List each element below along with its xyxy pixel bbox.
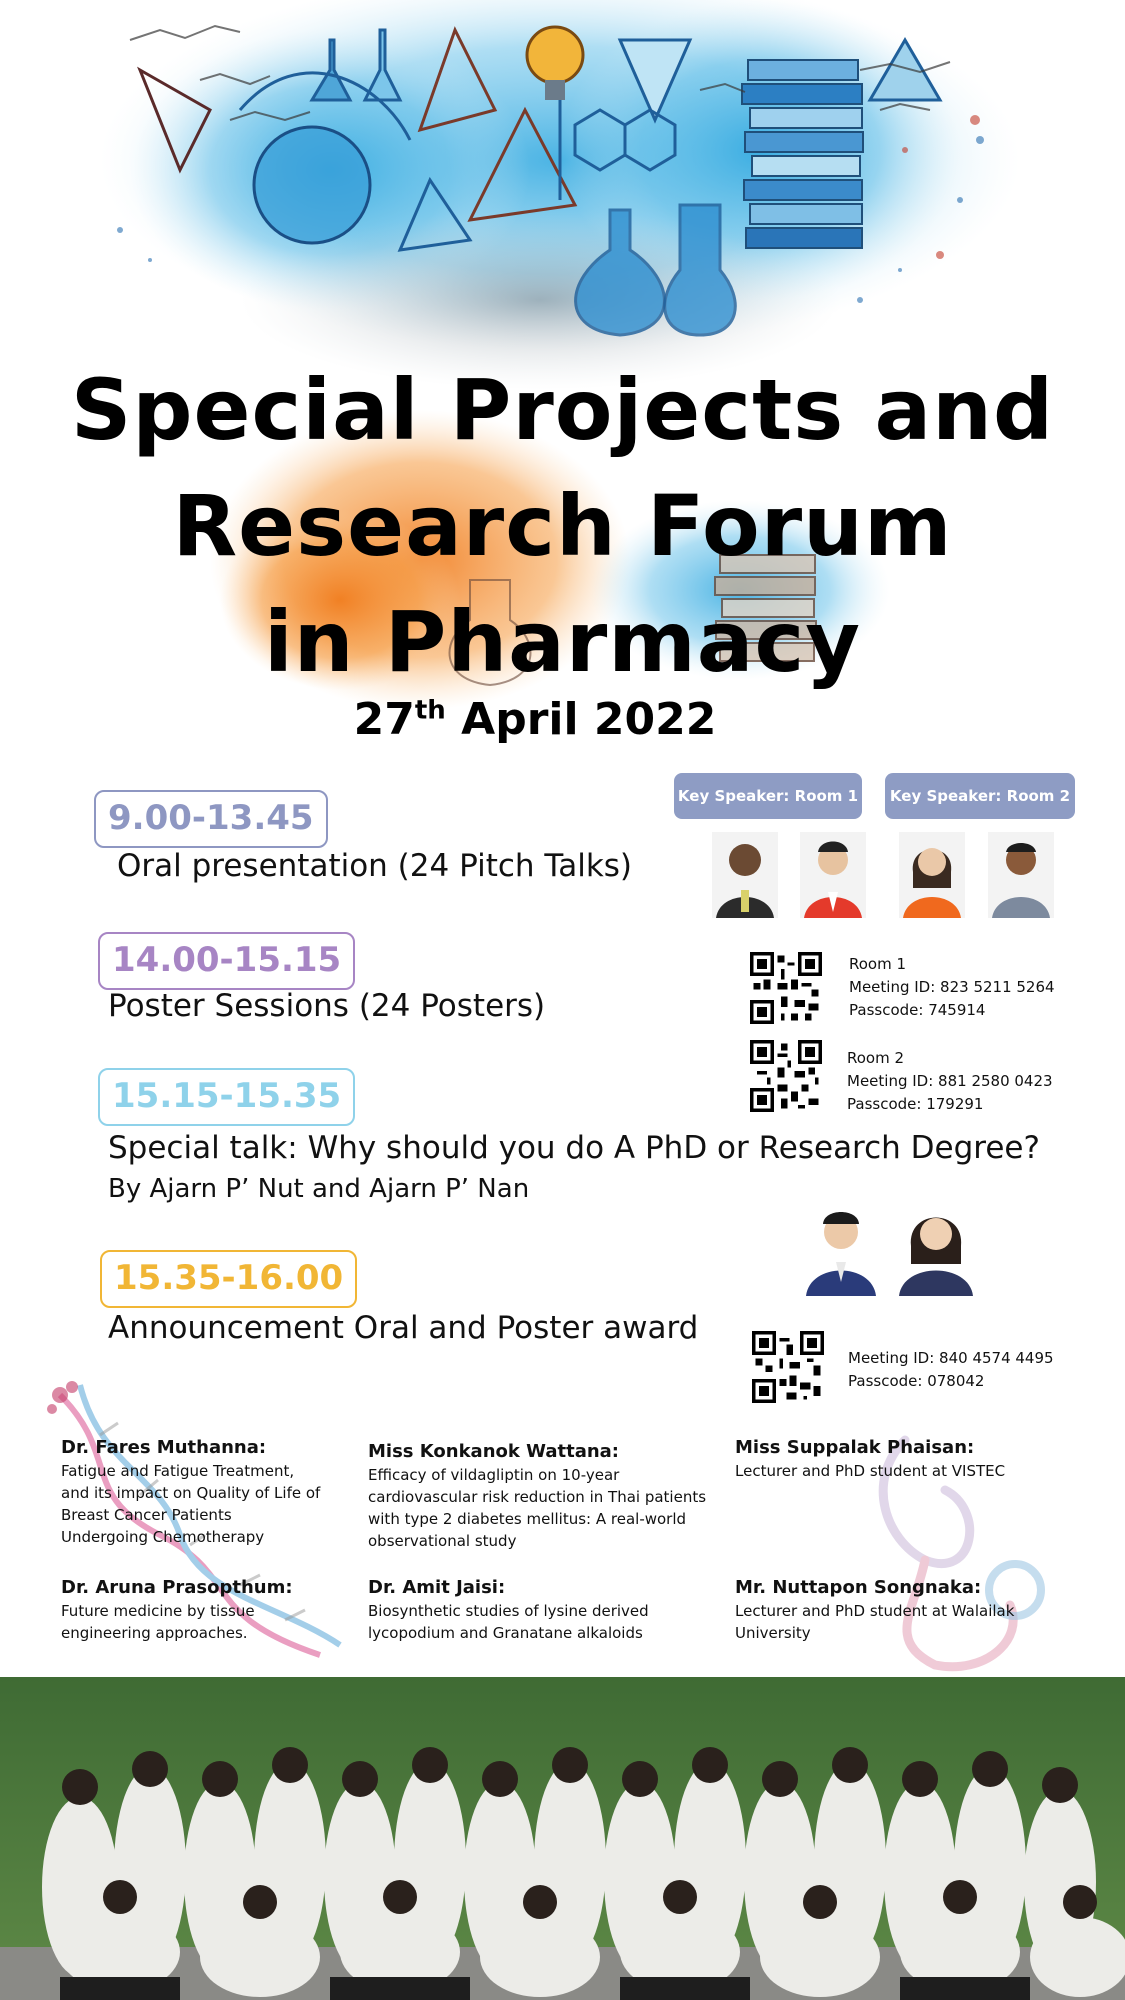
meeting-room-1 (849, 953, 1055, 1022)
speaker-topic: Fatigue and Fatigue Treatment, and its impact on Quality of Life of Breast Cancer Patients Undergoing Chemotherapy (61, 1462, 321, 1546)
speaker-name: Dr. Fares Muthanna: (61, 1437, 267, 1458)
forum-title (0, 352, 1125, 700)
session-special-talk-title: Special talk: Why should you do A PhD or Research Degree? (108, 1130, 1040, 1166)
meeting-room-label: Room 1 (849, 955, 907, 973)
title-line-2: Research Forum (172, 477, 953, 575)
session-special-talk-speakers: By Ajarn P’ Nut and Ajarn P’ Nan (108, 1174, 530, 1204)
time-badge-special-talk: 15.15-15.35 (98, 1068, 355, 1126)
event-date (0, 694, 1070, 745)
speaker-topic: Efficacy of vildagliptin on 10-year cardiovascular risk reduction in Thai patients with type 2 diabetes mellitus: A real-world observational study (368, 1466, 707, 1550)
speaker-topic: Lecturer and PhD student at Walailak University (735, 1602, 1015, 1642)
meeting-passcode: Passcode: 745914 (849, 1001, 986, 1019)
meeting-id: Meeting ID: 823 5211 5264 (849, 978, 1055, 996)
qr-code-icon[interactable] (750, 1040, 822, 1112)
speaker-portrait (712, 832, 778, 918)
time-badge-oral: 9.00-13.45 (94, 790, 328, 848)
speaker-konkanok-wattana (368, 1440, 706, 1552)
meeting-passcode: Passcode: 179291 (847, 1095, 984, 1113)
time-badge-poster: 14.00-15.15 (98, 932, 355, 990)
speaker-name: Dr. Aruna Prasopthum: (61, 1577, 293, 1598)
speaker-topic: Future medicine by tissue engineering approaches. (61, 1602, 255, 1642)
meeting-room-label: Room 2 (847, 1049, 905, 1067)
speaker-name: Mr. Nuttapon Songnaka: (735, 1577, 982, 1598)
meeting-id: Meeting ID: 840 4574 4495 (848, 1349, 1054, 1367)
special-talk-speaker-portrait (802, 1200, 880, 1296)
meeting-passcode: Passcode: 078042 (848, 1372, 985, 1390)
speaker-fares-muthanna (61, 1436, 320, 1548)
special-talk-speaker-portrait (893, 1200, 979, 1296)
date-month-year: April 2022 (461, 694, 717, 745)
speaker-portrait (800, 832, 866, 918)
speaker-nuttapon-songnaka (735, 1576, 1014, 1644)
speaker-topic: Lecturer and PhD student at VISTEC (735, 1462, 1006, 1480)
qr-code-icon[interactable] (752, 1331, 824, 1403)
meeting-award (848, 1347, 1054, 1393)
speaker-portrait (899, 832, 965, 918)
student-group-photo (0, 1677, 1125, 2000)
qr-code-icon[interactable] (750, 952, 822, 1024)
session-poster-title: Poster Sessions (24 Posters) (108, 988, 546, 1024)
speaker-aruna-prasopthum (61, 1576, 293, 1644)
session-oral-title: Oral presentation (24 Pitch Talks) (117, 848, 633, 884)
room-1-pill: Key Speaker: Room 1 (674, 773, 862, 819)
speaker-name: Dr. Amit Jaisi: (368, 1577, 506, 1598)
session-award-title: Announcement Oral and Poster award (108, 1310, 699, 1346)
speaker-amit-jaisi (368, 1576, 649, 1644)
title-line-1: Special Projects and (70, 361, 1055, 459)
speaker-suppalak-phaisan (735, 1436, 1005, 1482)
room-2-pill: Key Speaker: Room 2 (885, 773, 1075, 819)
date-day: 27 (353, 694, 415, 745)
date-suffix: th (414, 695, 446, 726)
meeting-id: Meeting ID: 881 2580 0423 (847, 1072, 1053, 1090)
meeting-room-2 (847, 1047, 1053, 1116)
speaker-name: Miss Konkanok Wattana: (368, 1441, 619, 1462)
speaker-topic: Biosynthetic studies of lysine derived lycopodium and Granatane alkaloids (368, 1602, 649, 1642)
time-badge-award: 15.35-16.00 (100, 1250, 357, 1308)
speaker-name: Miss Suppalak Phaisan: (735, 1437, 975, 1458)
speaker-portrait (988, 832, 1054, 918)
title-line-3: in Pharmacy (263, 593, 862, 691)
